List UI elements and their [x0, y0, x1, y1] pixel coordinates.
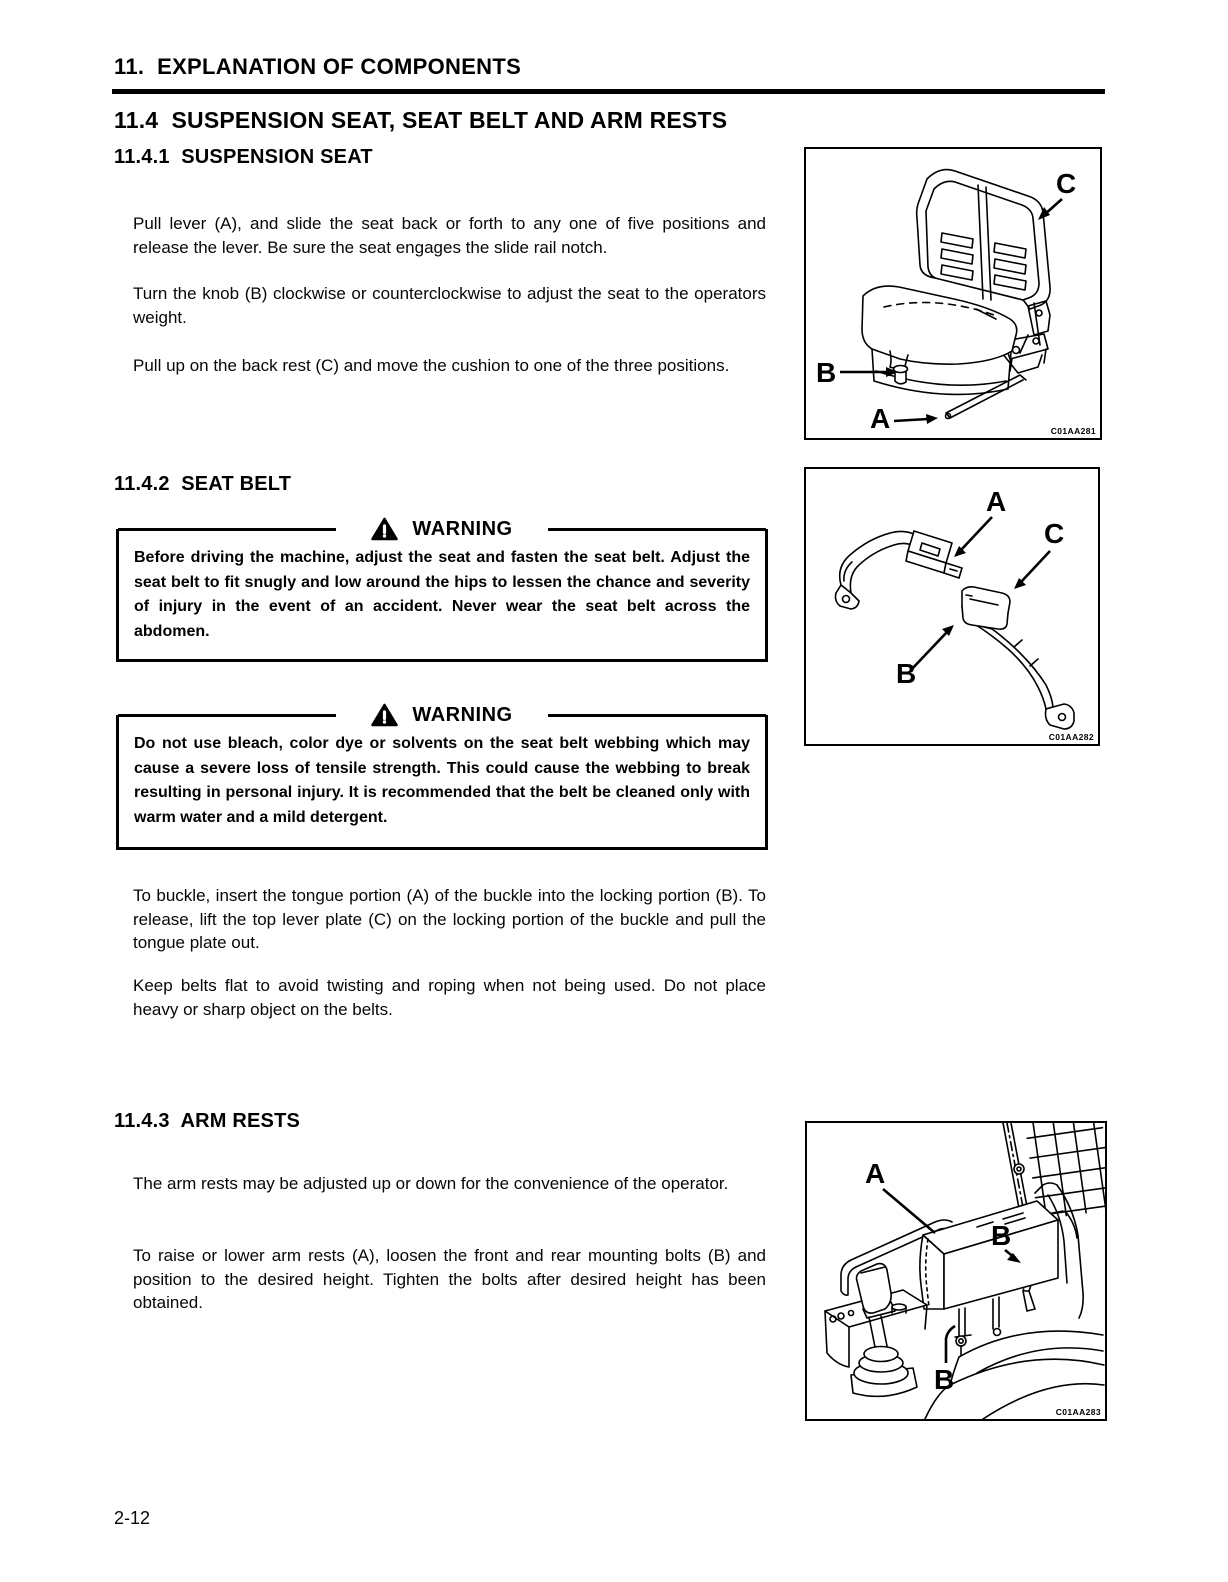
- figure-suspension-seat: [804, 147, 1102, 440]
- warning-rule-right: [548, 714, 766, 717]
- figure-label-a: A: [865, 1158, 886, 1189]
- figure-label-a: A: [870, 403, 891, 434]
- suspension-seat-illustration: [806, 149, 1100, 438]
- seat-belt-illustration: [806, 469, 1098, 744]
- figure-label-b: B: [896, 658, 917, 689]
- figure-label-c: C: [1056, 168, 1077, 199]
- warning-rule-right: [548, 528, 766, 531]
- warning-rule-left: [118, 714, 336, 717]
- warning-word: WARNING: [412, 703, 513, 726]
- figure-code: C01AA282: [1048, 732, 1094, 742]
- paragraph: The arm rests may be adjusted up or down for the convenience of the operator.: [133, 1174, 729, 1193]
- warning-box-webbing: [116, 703, 768, 850]
- warning-title: [336, 517, 547, 541]
- page-number: 2-12: [114, 1508, 151, 1528]
- figure-label-b: B: [816, 357, 837, 388]
- arm-rests-illustration: [807, 1123, 1105, 1419]
- warning-word: WARNING: [412, 517, 513, 540]
- figure-arm-rests: [805, 1121, 1107, 1421]
- warning-header: [118, 514, 766, 544]
- figure-label-a: A: [986, 486, 1007, 517]
- warning-triangle-icon: [371, 517, 398, 541]
- warning-text: Do not use bleach, color dye or solvents on the seat belt webbing which may cause a severe loss of tensile strength. This could cause the webbing to break resulting in personal injury. It is recommended that the belt be cleaned only with warm water and a mild detergent.: [134, 735, 750, 826]
- chapter-rule: [112, 89, 1105, 94]
- warning-header: [118, 700, 766, 730]
- figure-label-b-front: B: [934, 1364, 955, 1395]
- chapter-title: 11. EXPLANATION OF COMPONENTS: [114, 54, 522, 79]
- warning-triangle-icon: [371, 703, 398, 727]
- warning-title: [336, 703, 547, 727]
- figure-label-b-rear: B: [991, 1220, 1012, 1251]
- paragraph: Turn the knob (B) clockwise or counterclockwise to adjust the seat to the operators weight.: [133, 284, 766, 327]
- figure-seat-belt: [804, 467, 1100, 746]
- figure-code: C01AA281: [1050, 426, 1096, 436]
- warning-box-seat-belt: [116, 517, 768, 662]
- paragraph: Keep belts flat to avoid twisting and roping when not being used. Do not place heavy or sharp object on the belts.: [133, 976, 766, 1019]
- section-title: 11.4 SUSPENSION SEAT, SEAT BELT AND ARM RESTS: [114, 107, 728, 133]
- figure-code: C01AA283: [1055, 1407, 1101, 1417]
- paragraph: Pull up on the back rest (C) and move the cushion to one of the three positions.: [133, 356, 730, 375]
- warning-text: Before driving the machine, adjust the seat and fasten the seat belt. Adjust the seat belt to fit snugly and low around the hips to lessen the chance and severity of injury in the event of an accident. Never wear the seat belt across the abdomen.: [134, 549, 750, 640]
- subsection-heading-arm-rests: 11.4.3 ARM RESTS: [114, 1110, 301, 1132]
- paragraph: Pull lever (A), and slide the seat back or forth to any one of five positions and release the lever. Be sure the seat engages the slide rail notch.: [133, 214, 766, 257]
- paragraph: To buckle, insert the tongue portion (A) of the buckle into the locking portion (B). To release, lift the top lever plate (C) on the locking portion of the buckle and pull the tongue plate out.: [133, 886, 766, 952]
- warning-rule-left: [118, 528, 336, 531]
- figure-label-c: C: [1044, 518, 1065, 549]
- subsection-heading-suspension-seat: 11.4.1 SUSPENSION SEAT: [114, 146, 373, 168]
- subsection-heading-seat-belt: 11.4.2 SEAT BELT: [114, 473, 292, 495]
- paragraph: To raise or lower arm rests (A), loosen the front and rear mounting bolts (B) and position to the desired height. Tighten the bolts after desired height has been obtained.: [133, 1246, 766, 1312]
